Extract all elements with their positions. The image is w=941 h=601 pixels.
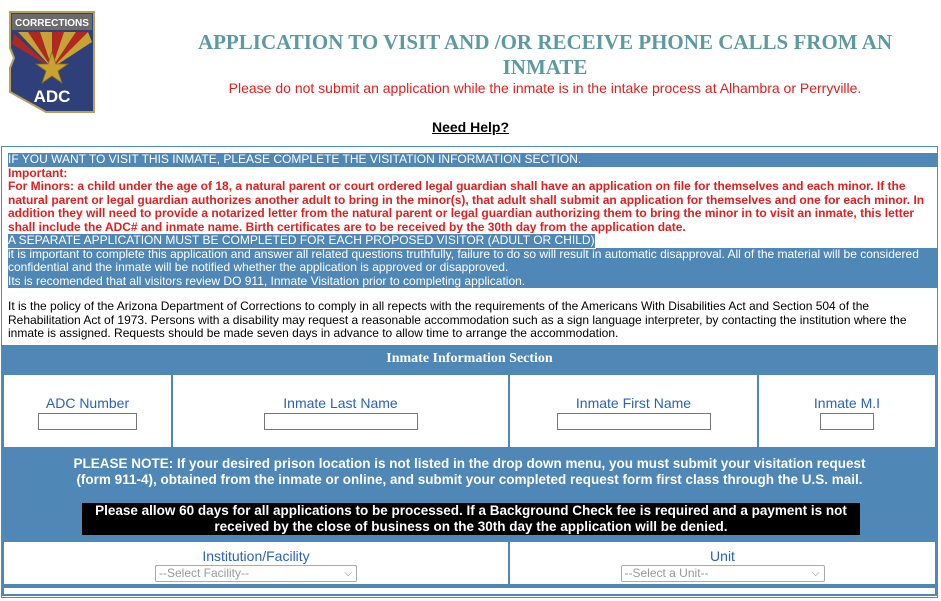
inmate-section-header: Inmate Information Section [2, 345, 937, 373]
institution-cell [2, 540, 510, 586]
please-note-text: PLEASE NOTE: If your desired prison location is not listed in the drop down menu, you must submit your visitation request (form 911-4), obtained from the inmate or online, and submit your completed request form first class through the U.S. mail. [73, 456, 866, 487]
processing-time-warning: Please allow 60 days for all applications to be processed. If a Background Check fee is required and a payment is not received by the close of business on the 30th day the application will be denied. [82, 503, 860, 535]
inmate-info-row [2, 373, 937, 449]
last-name-input[interactable] [264, 413, 418, 430]
minors-text: For Minors: a child under the age of 18, a natural parent or court ordered legal guardian shall have an application on file for themselves and each minor. If the natural parent or legal guardian authorizes another adult to bring in the minor(s), that adult shall submit an application for themselves and one for each minor. In addition they will need to provide a notarized letter from the natural parent or legal guardian authorizing them to bring the minor in to visit an inmate, this letter shall include the ADC# and inmate name. Birth certificates are to be received by the 30th day from the application date. [8, 179, 925, 234]
unit-select[interactable] [621, 565, 825, 582]
last-name-cell [171, 373, 510, 449]
need-help-link[interactable]: Need Help? [431, 119, 509, 135]
chevron-down-icon: ⌵ [344, 568, 352, 579]
middle-initial-label: Inmate M.I [813, 395, 881, 411]
ada-policy-text: It is the policy of the Arizona Department of Corrections to comply in all repects with the requirements of the Americans With Disabilities Act and Section 504 of the Rehabilitation Act of 1973. Persons with a disability may request a reasonable accommodation such as a sign language interpreter, by contacting the institution where the inmate is assigned. Requests should be made seven days in advance to allow time to arrange the accommodation. [8, 299, 907, 340]
logo-top-text: CORRECTIONS [15, 18, 89, 29]
page-title: APPLICATION TO VISIT AND /OR RECEIVE PHONE CALLS FROM AN INMATE [197, 30, 893, 79]
truthful-notice [8, 248, 938, 289]
chevron-down-icon: ⌵ [811, 568, 820, 579]
first-name-input[interactable] [557, 413, 711, 430]
unit-label: Unit [710, 548, 735, 564]
institution-label: Institution/Facility [202, 548, 310, 564]
intake-warning: Please do not submit an application while the inmate is in the intake process at Alhambra or Perryville. [228, 80, 862, 96]
truthful-text: it is important to complete this application and answer all related questions truthfully, failure to do so will result in automatic disapproval. All of the material will be considered confidential and the inmate will be notified whether the application is approved or disapproved. [8, 246, 919, 274]
middle-initial-input[interactable] [820, 413, 874, 430]
institution-select[interactable] [155, 565, 357, 582]
visit-instruction-bar: IF YOU WANT TO VISIT THIS INMATE, PLEASE COMPLETE THE VISITATION INFORMATION SECTION. [8, 153, 938, 167]
facility-row [2, 540, 937, 586]
unit-cell [508, 540, 937, 586]
institution-select-value: --Select Facility-- [159, 566, 250, 580]
logo-bottom-text: ADC [33, 87, 71, 106]
important-label: Important: [8, 165, 68, 180]
last-name-label: Inmate Last Name [283, 395, 398, 411]
unit-select-value: --Select a Unit-- [624, 566, 709, 580]
recommend-text: Its is recomended that all visitors review DO 911, Inmate Visitation prior to completing application. [8, 273, 526, 288]
separate-application-note: A SEPARATE APPLICATION MUST BE COMPLETED FOR EACH PROPOSED VISITOR (ADULT OR CHILD) [8, 233, 595, 247]
adc-number-cell [2, 373, 173, 449]
first-name-cell [508, 373, 759, 449]
next-section-edge [2, 586, 937, 596]
adc-logo [6, 8, 98, 116]
adc-number-input[interactable] [38, 413, 137, 430]
middle-initial-cell [757, 373, 937, 449]
adc-number-label: ADC Number [45, 395, 130, 411]
notice-block [8, 153, 938, 288]
first-name-label: Inmate First Name [575, 395, 692, 411]
